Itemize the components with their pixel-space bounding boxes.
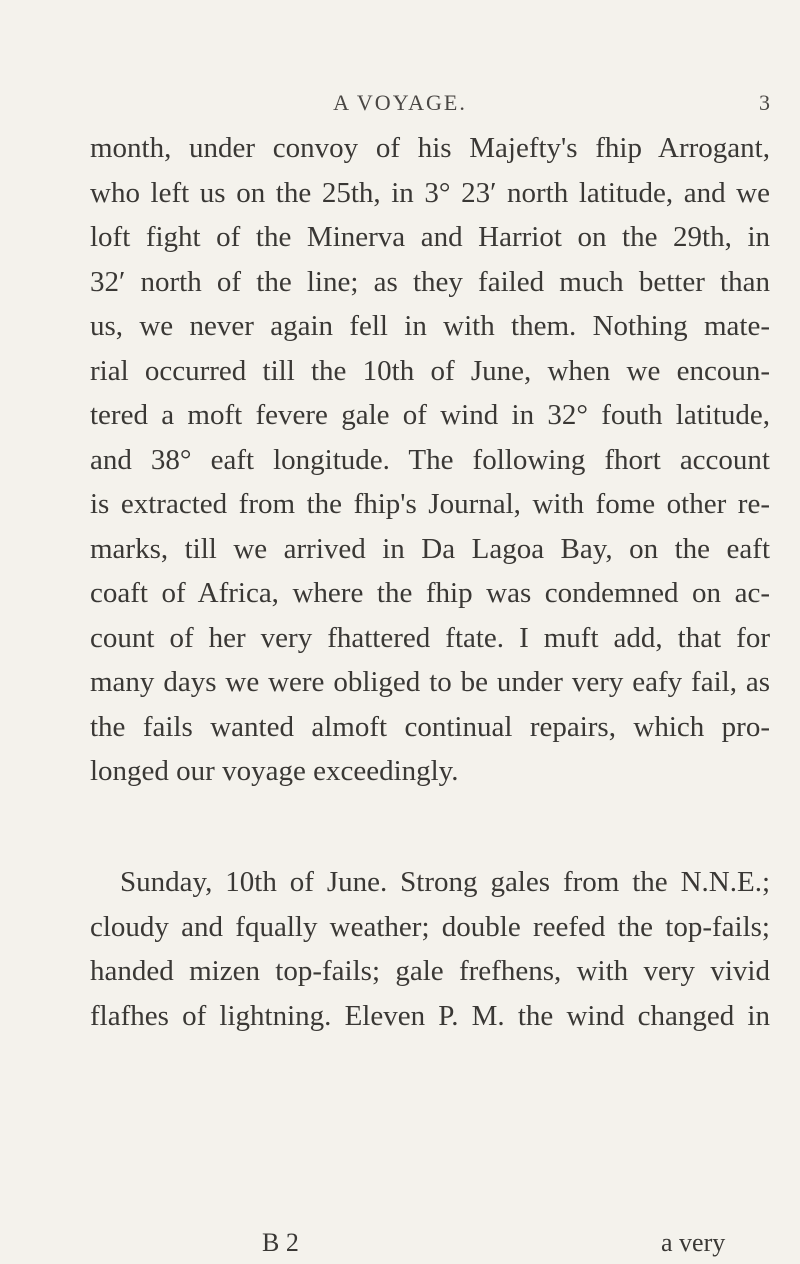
text-line: is extracted from the fhip's Journal, with fome other re- bbox=[90, 488, 770, 520]
text-line: many days we were obliged to be under very eafy fail, as bbox=[90, 666, 770, 698]
text-line: longed our voyage exceedingly. bbox=[90, 755, 459, 787]
running-head bbox=[0, 90, 800, 120]
text-line: marks, till we arrived in Da Lagoa Bay, on the eaft bbox=[90, 532, 770, 565]
catchword: a very bbox=[661, 1228, 726, 1257]
text-line: loft fight of the Minerva and Harriot on the 29th, in bbox=[90, 221, 770, 253]
text-line: month, under convoy of his Majefty's fhip Arrogant, bbox=[90, 132, 770, 164]
text-line: flafhes of lightning. Eleven P. M. the wind changed in bbox=[90, 999, 770, 1032]
running-title: A VOYAGE. bbox=[333, 90, 467, 115]
text-line: coaft of Africa, where the fhip was condemned on ac- bbox=[90, 577, 770, 609]
text-line: Sunday, 10th of June. Strong gales from the N.N.E.; bbox=[120, 866, 770, 898]
text-line: and 38° eaft longitude. The following fhort account bbox=[90, 443, 770, 476]
paragraph-narrative bbox=[90, 126, 770, 794]
text-line: who left us on the 25th, in 3° 23′ north latitude, and we bbox=[90, 176, 770, 209]
text-line: the fails wanted almoft continual repairs, which pro- bbox=[90, 710, 770, 743]
text-line: handed mizen top-fails; gale frefhens, with very vivid bbox=[90, 955, 770, 987]
page-number: 3 bbox=[759, 90, 770, 115]
text-line: cloudy and fqually weather; double reefed the top-fails; bbox=[90, 910, 770, 943]
text-line: count of her very fhattered ftate. I muft add, that for bbox=[90, 621, 770, 654]
page-footer bbox=[0, 1228, 800, 1258]
paragraph-journal-entry bbox=[90, 860, 770, 1038]
text-line: tered a moft fevere gale of wind in 32° fouth latitude, bbox=[90, 399, 770, 431]
text-line: us, we never again fell in with them. Nothing mate- bbox=[90, 310, 770, 342]
signature-mark: B 2 bbox=[262, 1228, 299, 1257]
text-line: rial occurred till the 10th of June, when we encoun- bbox=[90, 354, 770, 387]
text-line: 32′ north of the line; as they failed much better than bbox=[90, 265, 770, 298]
